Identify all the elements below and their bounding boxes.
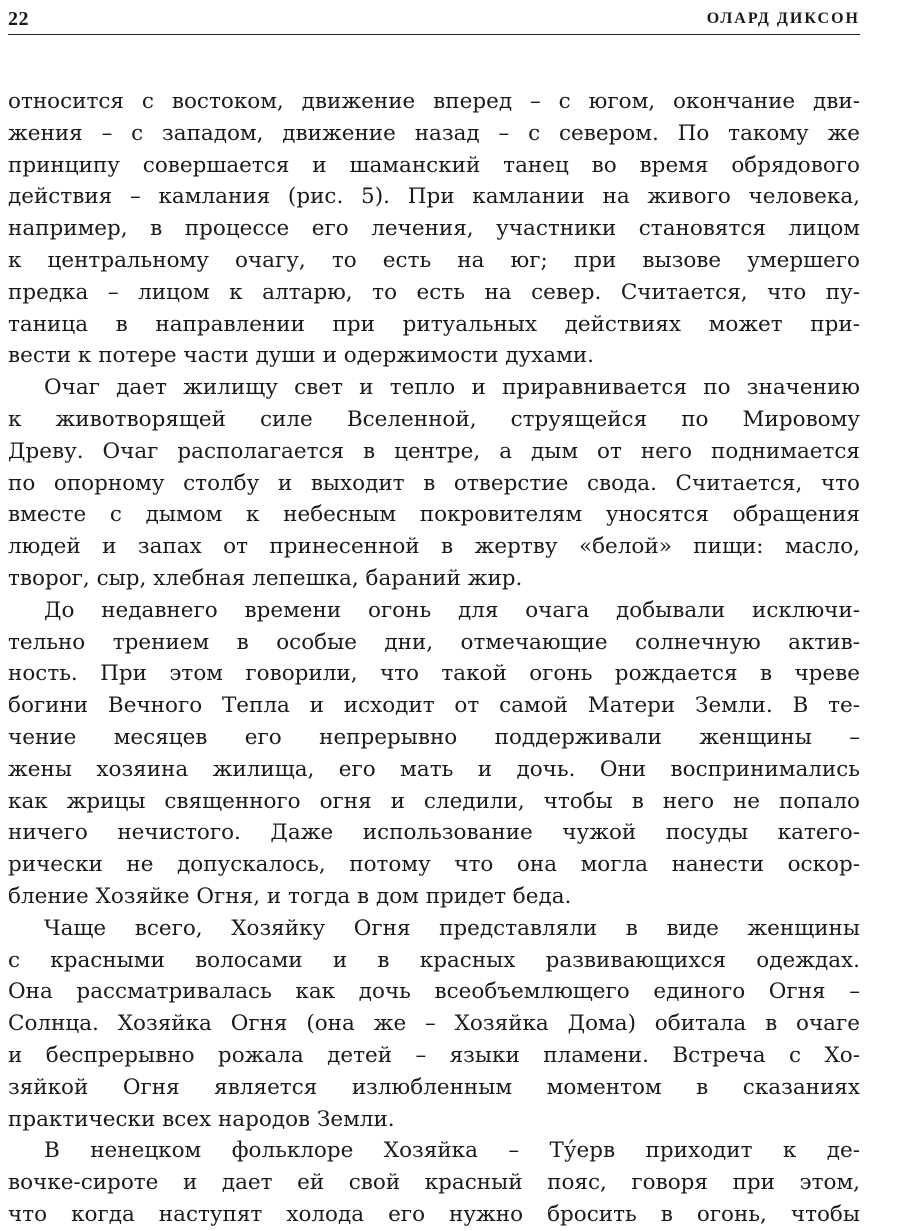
text-line: Солнца. Хозяйка Огня (она же – Хозяйка Дома) обитала в очаге — [8, 1011, 860, 1037]
body-text — [8, 86, 860, 1231]
text-line: Древу. Очаг располагается в центре, а дым от него поднимается — [8, 438, 860, 464]
text-line: зяйкой Огня является излюбленным моментом в сказаниях — [8, 1074, 860, 1100]
text-line: богини Вечного Тепла и исходит от самой Матери Земли. В те- — [8, 693, 860, 719]
paragraph — [8, 595, 860, 913]
text-line: как жрицы священного огня и следили, чтобы в него не попало — [8, 788, 860, 814]
text-line: До недавнего времени огонь для очага добывали исключи- — [44, 597, 860, 623]
text-line: рически не допускалось, потому что она могла нанести оскор- — [8, 852, 860, 878]
text-line: творог, сыр, хлебная лепешка, бараний жир. — [8, 565, 523, 591]
text-line: людей и запах от принесенной в жертву «белой» пищи: масло, — [8, 534, 860, 560]
text-line: вочке-сироте и дает ей свой красный пояс, говоря при этом, — [8, 1170, 860, 1196]
text-line: практически всех народов Земли. — [8, 1106, 395, 1132]
text-line: Она рассматривалась как дочь всеобъемлющего единого Огня – — [8, 979, 860, 1005]
text-line: к животворящей силе Вселенной, струящейся по Мировому — [8, 406, 860, 432]
running-header — [8, 6, 860, 35]
text-line: вместе с дымом к небесным покровителям уносятся обращения — [8, 502, 860, 528]
text-line: тельно трением в особые дни, отмечающие солнечную актив- — [8, 629, 860, 655]
paragraph — [8, 86, 860, 372]
running-title: ОЛАРД ДИКСОН — [706, 10, 860, 27]
text-line: принципу совершается и шаманский танец во время обрядового — [8, 152, 860, 178]
text-line: жены хозяина жилища, его мать и дочь. Они воспринимались — [8, 756, 860, 782]
text-line: к центральному очагу, то есть на юг; при вызове умершего — [8, 247, 860, 273]
text-line: ничего нечистого. Даже использование чужой посуды катего- — [8, 820, 860, 846]
text-line: таница в направлении при ритуальных действиях может при- — [8, 311, 860, 337]
text-line: относится с востоком, движение вперед – с югом, окончание дви- — [8, 89, 860, 114]
text-line: предка – лицом к алтарю, то есть на север. Считается, что пу- — [8, 279, 860, 305]
text-line: с красными волосами и в красных развивающихся одеждах. — [8, 947, 860, 973]
text-line: ность. При этом говорили, что такой огонь рождается в чреве — [8, 661, 860, 687]
text-line: Чаще всего, Хозяйку Огня представляли в виде женщины — [44, 915, 860, 941]
paragraph — [8, 913, 860, 1136]
text-line: Очаг дает жилищу свет и тепло и приравнивается по значению — [44, 375, 860, 401]
text-line: чение месяцев его непрерывно поддерживали женщины – — [8, 724, 860, 750]
text-line: жения – с западом, движение назад – с севером. По такому же — [8, 120, 860, 146]
text-line: что когда наступят холода его нужно бросить в огонь, чтобы — [8, 1201, 860, 1227]
text-line: по опорному столбу и выходит в отверстие свода. Считается, что — [8, 470, 860, 496]
paragraph — [8, 372, 860, 595]
text-line: бление Хозяйке Огня, и тогда в дом придет беда. — [8, 883, 572, 909]
text-line: вести к потере части души и одержимости духами. — [8, 343, 595, 369]
page-number: 22 — [8, 8, 29, 30]
text-line: В ненецком фольклоре Хозяйка – Ту́ерв приходит к де- — [44, 1138, 860, 1164]
text-line: действия – камлания (рис. 5). При камлании на живого человека, — [8, 184, 860, 210]
text-line: и беспрерывно рожала детей – языки пламени. Встреча с Хо- — [8, 1042, 860, 1068]
text-line: например, в процессе его лечения, участники становятся лицом — [8, 216, 860, 242]
paragraph — [8, 1135, 860, 1230]
